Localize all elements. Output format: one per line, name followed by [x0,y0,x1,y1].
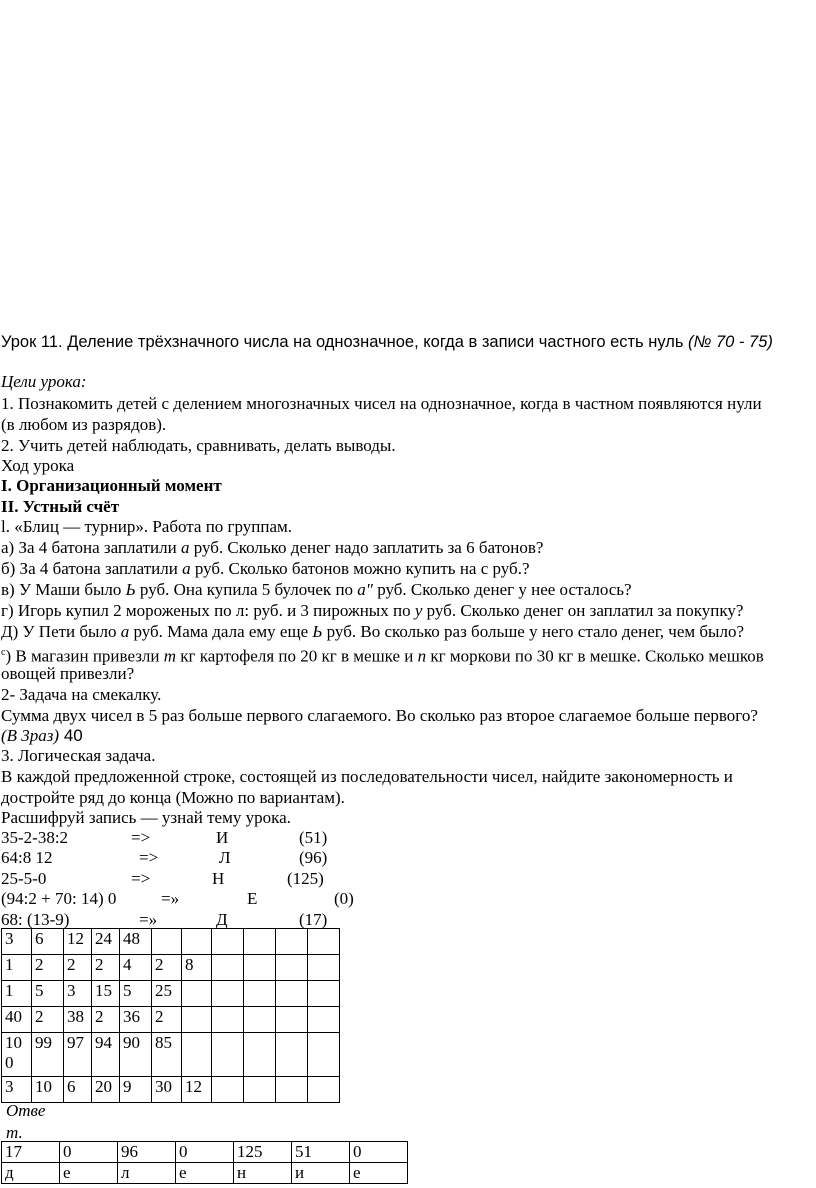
puzzle-heading: 2- Задача на смекалку. [1,685,162,704]
task-e-text-3: кг моркови по 30 кг в мешке. Сколько мешков [426,646,764,666]
table-cell: 25 [152,981,182,1007]
table-cell: 2 [32,955,64,981]
table-row [2,955,340,981]
task-g-variable: у [414,601,423,620]
puzzle-text: Сумма двух чисел в 5 раз больше первого слагаемого. Во сколько раз второе слагаемое больше первого? [1,706,758,725]
table-cell [212,1007,244,1033]
goal-1-line-2: (в любом из разрядов). [1,415,167,434]
table-row [2,981,340,1007]
code-value: (125) [287,869,324,888]
table-cell: 2 [92,1007,120,1033]
puzzle-answer [1,726,83,746]
code-value: (0) [334,889,354,908]
code-row [1,869,401,889]
table-cell: 1 [2,955,32,981]
section-2-heading: II. Устный счёт [1,497,120,516]
table-cell [212,929,244,955]
task-v-variable-1: Ь [125,580,136,599]
table-cell: 3 [64,981,92,1007]
table-cell [244,1007,276,1033]
table-cell: 40 [2,1007,32,1033]
table-cell: 0 [350,1142,408,1163]
table-cell: д [2,1163,60,1184]
table-cell [276,929,308,955]
table-cell: 10 [32,1077,64,1103]
code-row [1,828,401,848]
table-cell: 2 [32,1007,64,1033]
code-value: (17) [299,910,328,929]
table-cell: л [118,1163,176,1184]
table-cell: 97 [64,1033,92,1077]
table-cell: 8 [182,955,212,981]
table-cell: е [176,1163,234,1184]
table-cell [212,981,244,1007]
task-g-text-2: руб. Сколько денег он заплатил за покупку? [422,601,744,620]
table-cell: 15 [92,981,120,1007]
table-cell: 24 [92,929,120,955]
table-cell: 4 [120,955,152,981]
task-v-text-1: в) У Маши было [1,580,126,599]
table-cell: 10 0 [2,1033,32,1077]
task-v-text-2: руб. Она купила 5 булочек по [135,580,358,599]
table-cell: 51 [292,1142,350,1163]
table-cell: 9 [120,1077,152,1103]
answer-label: Отве т. [6,1101,46,1142]
answer-table [1,1141,408,1184]
code-row [1,889,401,909]
table-cell [182,929,212,955]
table-row [2,1142,408,1163]
table-row [2,1077,340,1103]
table-cell: и [292,1163,350,1184]
table-cell [212,1033,244,1077]
table-cell: 5 [32,981,64,1007]
goal-2: 2. Учить детей наблюдать, сравнивать, делать выводы. [1,436,396,455]
task-v [1,580,632,600]
task-a [1,538,543,558]
logic-heading: 3. Логическая задача. [1,746,156,765]
section-1-heading: I. Организационный момент [1,476,222,495]
task-d [1,622,744,642]
table-cell: 99 [32,1033,64,1077]
code-letter: Д [216,910,228,929]
table-cell [244,1077,276,1103]
code-letter: И [216,828,229,847]
code-row [1,910,401,930]
table-cell [244,981,276,1007]
code-value: (51) [299,828,328,847]
task-d-variable-1: а [120,622,130,641]
code-expression: 25-5-0 [1,869,47,888]
table-cell: 20 [92,1077,120,1103]
table-cell [212,1077,244,1103]
lesson-title [1,332,815,353]
table-cell: 30 [152,1077,182,1103]
task-b-text-1: б) За 4 батона заплатили [1,559,183,578]
code-arrow: => [131,869,151,888]
table-cell: 85 [152,1033,182,1077]
table-cell: 36 [120,1007,152,1033]
table-cell: н [234,1163,292,1184]
lesson-title-main: Урок 11. Деление трёхзначного числа на однозначное, когда в записи частного есть нуль [1,333,689,351]
table-cell [308,955,340,981]
table-cell: 0 [176,1142,234,1163]
table-row [2,929,340,955]
table-cell: 2 [64,955,92,981]
table-row [2,1033,340,1077]
task-g-text-1: г) Игорь купил 2 мороженых по л: руб. и 3 пирожных по [1,601,415,620]
task-e-variable-1: т [163,646,177,666]
table-cell [276,1007,308,1033]
code-letter: Л [219,848,231,867]
task-v-text-3: руб. Сколько денег у нее осталось? [372,580,632,599]
table-cell [308,981,340,1007]
table-cell: 2 [152,1007,182,1033]
task-e-text-1: ) В магазин привезли [5,646,164,666]
table-cell [182,1007,212,1033]
table-cell [308,1033,340,1077]
sequence-table [1,928,340,1103]
table-cell: 96 [118,1142,176,1163]
table-cell [276,981,308,1007]
table-cell: 3 [2,1077,32,1103]
table-cell [276,1077,308,1103]
table-cell: 38 [64,1007,92,1033]
table-cell: 6 [64,1077,92,1103]
table-cell: 3 [2,929,32,955]
task-e-variable-2: п [417,646,427,666]
table-cell [308,1007,340,1033]
logic-text-line-2: достройте ряд до конца (Можно по вариантам). [1,788,345,807]
table-cell [276,955,308,981]
task-d-variable-2: Ь [312,622,323,641]
course-heading: Ход урока [1,456,75,475]
table-cell [152,929,182,955]
code-expression: 35-2-38:2 [1,828,69,847]
task-a-text-1: а) За 4 батона заплатили [1,538,181,557]
table-cell: 90 [120,1033,152,1077]
code-expression: (94:2 + 70: 14) 0 [1,889,117,908]
table-cell: 5 [120,981,152,1007]
code-arrow: =» [161,889,180,908]
table-cell [182,1033,212,1077]
code-letter: Н [212,869,225,888]
task-b-text-2: руб. Сколько батонов можно купить на с руб.? [190,559,530,578]
task-a-variable: а [180,538,190,557]
table-cell: 6 [32,929,64,955]
table-cell: е [60,1163,118,1184]
decode-heading: Расшифруй запись — узнай тему урока. [1,808,291,827]
goals-heading: Цели урока: [1,372,87,391]
table-cell: е [350,1163,408,1184]
table-cell: 0 [60,1142,118,1163]
task-d-text-2: руб. Мама дала ему еще [129,622,313,641]
logic-text-line-1: В каждой предложенной строке, состоящей из последовательности чисел, найдите закономерность и [1,767,733,786]
table-cell [182,981,212,1007]
table-cell: 12 [182,1077,212,1103]
goal-1-line-1: 1. Познакомить детей с делением многозначных чисел на однозначное, когда в частном появляются нули [1,394,762,413]
table-row [2,1007,340,1033]
task-a-text-2: руб. Сколько денег надо заплатить за 6 батонов? [189,538,544,557]
table-cell [308,1077,340,1103]
task-b-variable: а [182,559,191,578]
table-cell: 125 [234,1142,292,1163]
code-arrow: => [131,828,151,847]
table-cell [308,929,340,955]
table-cell [244,955,276,981]
table-cell: 17 [2,1142,60,1163]
task-e-line-2: овощей привезли? [1,664,135,683]
task-v-variable-2: а" [357,580,373,599]
blitz-heading: l. «Блиц — турнир». Работа по группам. [1,517,293,536]
table-cell [244,1033,276,1077]
table-cell: 1 [2,981,32,1007]
code-letter: Е [247,889,258,908]
task-d-text-1: Д) У Пети было [1,622,121,641]
puzzle-answer-number: 40 [59,726,83,745]
task-d-text-3: руб. Во сколько раз больше у него стало денег, чем было? [322,622,745,641]
task-b [1,559,530,579]
table-cell: 48 [120,929,152,955]
code-expression: 68: (13-9) [1,910,70,929]
table-cell [212,955,244,981]
task-g [1,601,743,621]
table-cell [244,929,276,955]
puzzle-answer-ratio: (В 3раз) [1,726,60,745]
table-cell [276,1033,308,1077]
table-cell: 12 [64,929,92,955]
code-value: (96) [299,848,328,867]
lesson-title-ref: (№ 70 - 75) [688,333,773,351]
table-row [2,1163,408,1184]
code-expression: 64:8 12 [1,848,53,867]
code-arrow: => [139,848,159,867]
code-arrow: =» [139,910,158,929]
table-cell: 94 [92,1033,120,1077]
task-e-marker: с [1,647,6,658]
table-cell: 2 [92,955,120,981]
task-e-text-2: кг картофеля по 20 кг в мешке и [176,646,418,666]
code-row [1,848,401,868]
table-cell: 2 [152,955,182,981]
